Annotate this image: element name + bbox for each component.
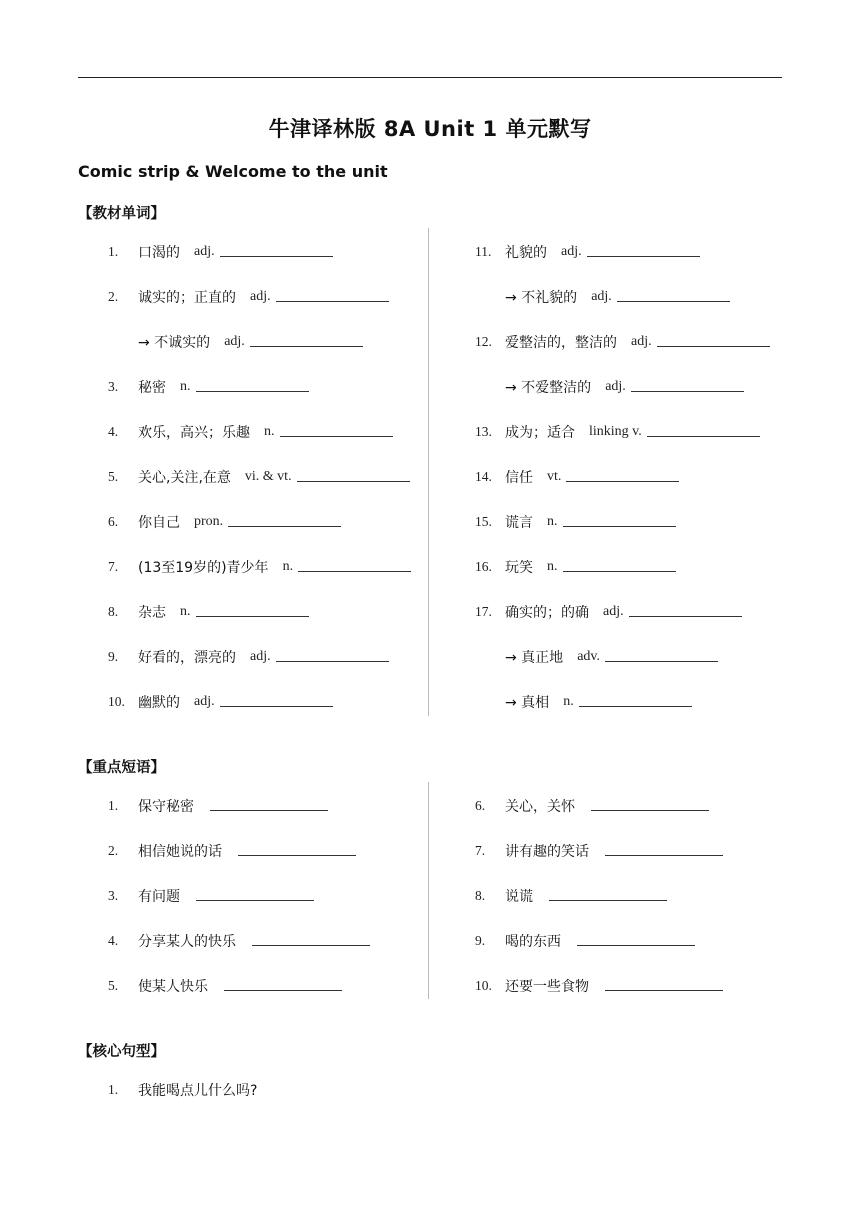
item-number: 10. [108, 693, 125, 709]
phrase-item [475, 963, 723, 1008]
item-number: 2. [108, 288, 119, 304]
answer-blank[interactable] [657, 336, 770, 347]
item-number: 12. [475, 333, 492, 349]
item-chinese: 欢乐，高兴；乐趣 [138, 424, 250, 441]
header-rule [78, 77, 782, 78]
vocab-item [108, 274, 411, 319]
sentence-list [108, 1067, 257, 1112]
item-chinese: 喝的东西 [505, 933, 561, 950]
item-part-of-speech: n. [180, 603, 191, 619]
column-divider [428, 782, 429, 999]
section-heading-sentences: 【核心句型】 [78, 1044, 165, 1060]
answer-blank[interactable] [605, 845, 723, 856]
vocab-item [475, 229, 770, 274]
item-part-of-speech: n. [547, 513, 558, 529]
answer-blank[interactable] [566, 471, 679, 482]
answer-blank[interactable] [220, 696, 333, 707]
answer-blank[interactable] [631, 381, 744, 392]
item-part-of-speech: n. [282, 558, 294, 574]
item-number: 10. [475, 977, 492, 993]
item-part-of-speech: n. [547, 558, 558, 574]
item-chinese: (13至19岁的)青少年 [138, 559, 269, 576]
item-chinese: 你自己 [138, 514, 180, 531]
item-chinese: 关心,关注,在意 [138, 469, 231, 486]
item-number: 15. [475, 513, 492, 529]
answer-blank[interactable] [228, 516, 341, 527]
item-chinese: 成为；适合 [505, 424, 575, 441]
item-chinese: 幽默的 [138, 694, 180, 711]
item-number: 14. [475, 468, 492, 484]
phrase-item [475, 918, 723, 963]
answer-blank[interactable] [297, 471, 410, 482]
item-part-of-speech: adj. [194, 693, 215, 709]
answer-blank[interactable] [280, 426, 393, 437]
item-chinese: → 不诚实的 [138, 334, 211, 351]
item-chinese: 玩笑 [505, 559, 533, 576]
item-number: 6. [475, 797, 486, 813]
item-chinese: 谎言 [505, 514, 533, 531]
item-chinese: 杂志 [138, 604, 166, 621]
answer-blank[interactable] [196, 381, 309, 392]
vocab-item [108, 634, 411, 679]
item-part-of-speech: pron. [194, 513, 224, 529]
item-number: 11. [475, 243, 492, 259]
item-chinese: 爱整洁的，整洁的 [505, 334, 617, 351]
vocab-item [108, 589, 411, 634]
item-chinese: 有问题 [138, 888, 180, 905]
item-part-of-speech: adj. [250, 648, 271, 664]
vocab-item [108, 544, 411, 589]
item-part-of-speech: adj. [250, 288, 271, 304]
answer-blank[interactable] [563, 516, 676, 527]
item-chinese: 说谎 [505, 888, 533, 905]
item-chinese: 确实的；的确 [505, 604, 589, 621]
section-heading-vocab: 【教材单词】 [78, 206, 165, 222]
item-chinese: 我能喝点儿什么吗? [138, 1082, 258, 1099]
item-number: 9. [108, 648, 119, 664]
answer-blank[interactable] [276, 291, 389, 302]
answer-blank[interactable] [563, 561, 676, 572]
item-number: 4. [108, 423, 119, 439]
item-chinese: → 真正地 [505, 649, 564, 666]
answer-blank[interactable] [617, 291, 730, 302]
item-number: 4. [108, 932, 119, 948]
item-chinese: 保守秘密 [138, 798, 194, 815]
phrase-item [475, 783, 723, 828]
phrase-item [108, 873, 370, 918]
vocab-item [475, 499, 770, 544]
answer-blank[interactable] [210, 800, 328, 811]
vocab-item [475, 364, 770, 409]
vocab-item [108, 454, 411, 499]
phrase-item [108, 783, 370, 828]
item-part-of-speech: adj. [605, 378, 626, 394]
answer-blank[interactable] [579, 696, 692, 707]
vocab-item [475, 589, 770, 634]
phrase-item [108, 963, 370, 1008]
answer-blank[interactable] [577, 935, 695, 946]
vocab-item [108, 499, 411, 544]
item-part-of-speech: linking v. [589, 423, 642, 439]
item-chinese: 分享某人的快乐 [138, 933, 236, 950]
section-subtitle: Comic strip & Welcome to the unit [78, 162, 388, 181]
item-number: 8. [108, 603, 119, 619]
item-part-of-speech: adj. [603, 603, 624, 619]
vocab-item [108, 409, 411, 454]
item-chinese: 还要一些食物 [505, 978, 589, 995]
vocab-list-right [475, 229, 770, 724]
vocab-list-left [108, 229, 411, 724]
item-number: 5. [108, 468, 119, 484]
item-number: 7. [475, 842, 486, 858]
page-title: 牛津译林版 8A Unit 1 单元默写 [268, 117, 592, 141]
item-chinese: 使某人快乐 [138, 978, 208, 995]
item-number: 1. [108, 797, 119, 813]
phrase-item [108, 828, 370, 873]
phrase-list-left [108, 783, 370, 1008]
item-number: 2. [108, 842, 119, 858]
item-number: 3. [108, 887, 119, 903]
answer-blank[interactable] [605, 651, 718, 662]
vocab-item [108, 229, 411, 274]
item-chinese: → 不爱整洁的 [505, 379, 592, 396]
answer-blank[interactable] [549, 890, 667, 901]
phrase-item [475, 828, 723, 873]
item-chinese: 诚实的；正直的 [138, 289, 236, 306]
answer-blank[interactable] [298, 561, 411, 572]
vocab-item [475, 634, 770, 679]
item-chinese: 好看的，漂亮的 [138, 649, 236, 666]
answer-blank[interactable] [276, 651, 389, 662]
item-number: 3. [108, 378, 119, 394]
vocab-item [108, 364, 411, 409]
answer-blank[interactable] [591, 800, 709, 811]
item-chinese: 关心，关怀 [505, 798, 575, 815]
item-part-of-speech: adv. [577, 648, 600, 664]
item-number: 6. [108, 513, 119, 529]
sentence-item [108, 1067, 257, 1112]
vocab-item [475, 544, 770, 589]
item-chinese: 礼貌的 [505, 244, 547, 261]
vocab-item [108, 319, 411, 364]
vocab-item [475, 274, 770, 319]
phrase-item [108, 918, 370, 963]
item-part-of-speech: adj. [591, 288, 612, 304]
phrase-list-right [475, 783, 723, 1008]
item-number: 13. [475, 423, 492, 439]
item-chinese: → 真相 [505, 694, 550, 711]
item-chinese: 口渴的 [138, 244, 180, 261]
item-chinese: 讲有趣的笑话 [505, 843, 589, 860]
item-number: 7. [108, 558, 119, 574]
item-chinese: 相信她说的话 [138, 843, 222, 860]
item-part-of-speech: n. [563, 693, 574, 709]
answer-blank[interactable] [250, 336, 363, 347]
answer-blank[interactable] [629, 606, 742, 617]
answer-blank[interactable] [224, 980, 342, 991]
answer-blank[interactable] [605, 980, 723, 991]
vocab-item [475, 679, 770, 724]
item-number: 9. [475, 932, 486, 948]
answer-blank[interactable] [252, 935, 370, 946]
section-heading-phrases: 【重点短语】 [78, 760, 165, 776]
answer-blank[interactable] [647, 426, 760, 437]
item-part-of-speech: adj. [561, 243, 582, 259]
item-part-of-speech: adj. [631, 333, 652, 349]
vocab-item [108, 679, 411, 724]
vocab-item [475, 409, 770, 454]
item-number: 16. [475, 558, 492, 574]
item-number: 1. [108, 243, 119, 259]
answer-blank[interactable] [196, 890, 314, 901]
item-part-of-speech: adj. [194, 243, 215, 259]
item-chinese: 信任 [505, 469, 533, 486]
answer-blank[interactable] [238, 845, 356, 856]
vocab-item [475, 319, 770, 364]
item-part-of-speech: vt. [547, 468, 562, 484]
item-number: 1. [108, 1081, 119, 1097]
answer-blank[interactable] [220, 246, 333, 257]
item-part-of-speech: n. [180, 378, 191, 394]
vocab-item [475, 454, 770, 499]
answer-blank[interactable] [587, 246, 700, 257]
item-chinese: 秘密 [138, 379, 166, 396]
item-number: 5. [108, 977, 119, 993]
item-part-of-speech: n. [264, 423, 275, 439]
item-number: 8. [475, 887, 486, 903]
item-part-of-speech: vi. & vt. [244, 468, 292, 484]
column-divider [428, 228, 429, 716]
item-number: 17. [475, 603, 492, 619]
phrase-item [475, 873, 723, 918]
answer-blank[interactable] [196, 606, 309, 617]
item-part-of-speech: adj. [224, 333, 245, 349]
item-chinese: → 不礼貌的 [505, 289, 578, 306]
